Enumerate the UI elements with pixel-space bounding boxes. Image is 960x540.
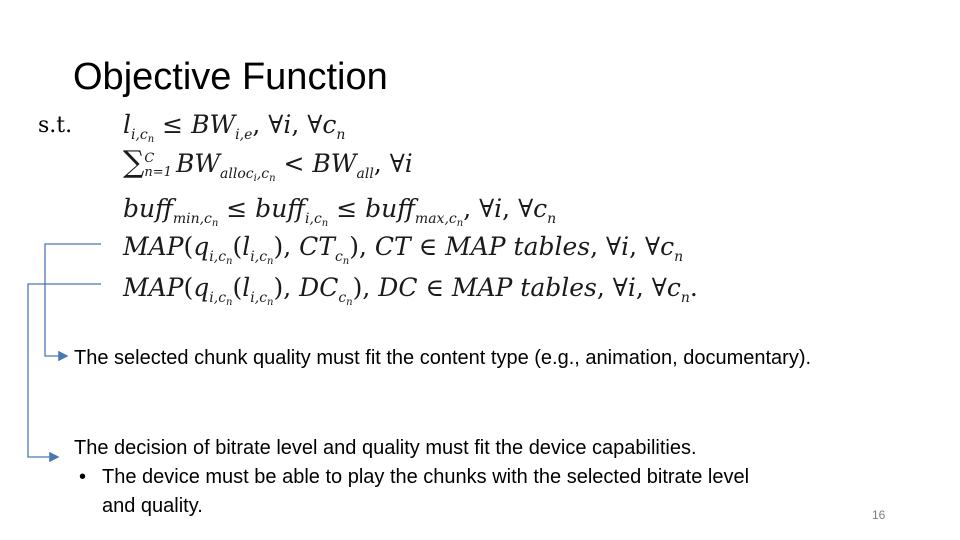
- slide-title: Objective Function: [73, 56, 388, 98]
- subject-to-label: s.t.: [38, 113, 73, 138]
- constraint-map-device: $MAP(q_{i,c_n}(l_{i,c_n})$, $DC_{c_n}$), DC ∈ MAP tables, ∀i, $\forall c_n$.: [123, 273, 698, 308]
- page-number: 16: [872, 508, 886, 522]
- bullet-marker: •: [79, 466, 87, 488]
- constraint-buffer: buff$_{min,c_n}$ ≤ buff$_{i,c_n}$ ≤ buff$_{max,c_n}$, ∀i, $\forall c_n$: [123, 194, 557, 229]
- connector-content-type: [45, 244, 101, 356]
- constraint-bandwidth-edge: $l_{i,c_n} \le BW_{i,e}$, ∀i, $\forall c_n$: [123, 110, 346, 145]
- bullet-text-line2: and quality.: [102, 495, 203, 517]
- note-device-capabilities: The decision of bitrate level and quality must fit the device capabilities.: [74, 437, 697, 459]
- constraint-map-content-type: $MAP(q_{i,c_n}(l_{i,c_n})$, $CT_{c_n}$), CT ∈ MAP tables, ∀i, $\forall c_n$: [123, 232, 684, 267]
- constraint-bandwidth-total: ∑C n=1 $BW_{alloc_i,c_n} < BW_{all}$, ∀i: [123, 145, 413, 184]
- bullet-text-line1: The device must be able to play the chunks with the selected bitrate level: [102, 466, 750, 488]
- note-content-type: The selected chunk quality must fit the content type (e.g., animation, documentary).: [74, 347, 812, 369]
- connector-device: [28, 284, 101, 457]
